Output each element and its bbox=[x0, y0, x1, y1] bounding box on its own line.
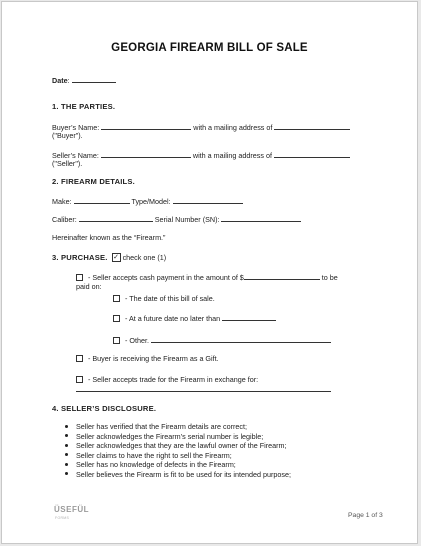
seller-tag: ("Seller"). bbox=[52, 159, 83, 168]
buyer-label: Buyer’s Name: bbox=[52, 123, 102, 132]
known-as-text: Hereinafter known as the “Firearm.” bbox=[52, 233, 166, 242]
trade-option bbox=[76, 375, 258, 384]
serial-label: Serial Number (SN): bbox=[152, 215, 222, 224]
type-model-label: Type/Model: bbox=[129, 197, 173, 206]
disclosure-item bbox=[65, 432, 263, 441]
cash-checkbox[interactable] bbox=[76, 274, 83, 281]
bullet-icon bbox=[65, 434, 68, 437]
page-number: Page 1 of 3 bbox=[348, 512, 383, 519]
disclosure-text: Seller has no knowledge of defects in the Firearm; bbox=[76, 460, 236, 469]
future-date-field[interactable] bbox=[222, 313, 276, 321]
trade-field[interactable] bbox=[76, 384, 331, 392]
bullet-icon bbox=[65, 425, 68, 428]
disclosure-item bbox=[65, 470, 291, 479]
other-label: - Other. bbox=[123, 336, 151, 345]
checkmark-icon: ✓ bbox=[113, 253, 120, 261]
caliber-field[interactable] bbox=[79, 214, 153, 222]
check-one-label: check one (1) bbox=[122, 253, 167, 262]
future-date-option bbox=[113, 313, 276, 323]
trade-checkbox[interactable] bbox=[76, 376, 83, 383]
buyer-address-field[interactable] bbox=[274, 122, 350, 130]
bullet-icon bbox=[65, 463, 68, 466]
section-parties-heading: 1. THE PARTIES. bbox=[52, 102, 116, 111]
make-line bbox=[52, 196, 243, 206]
date-line bbox=[52, 75, 116, 85]
date-of-bill-checkbox[interactable] bbox=[113, 295, 120, 302]
other-checkbox[interactable] bbox=[113, 337, 120, 344]
gift-option bbox=[76, 354, 219, 363]
section-disclosure-heading: 4. SELLER’S DISCLOSURE. bbox=[52, 404, 157, 413]
cash-option-label: - Seller accepts cash payment in the amount of $ bbox=[86, 273, 244, 282]
buyer-tag: ("Buyer"). bbox=[52, 131, 83, 140]
make-label: Make: bbox=[52, 197, 74, 206]
future-date-checkbox[interactable] bbox=[113, 315, 120, 322]
brand-logo: ÜSEFÜL bbox=[54, 505, 89, 514]
seller-mailing-label: with a mailing address of bbox=[190, 151, 274, 160]
other-option bbox=[113, 335, 331, 345]
date-field[interactable] bbox=[72, 75, 116, 83]
date-label: Date bbox=[52, 76, 68, 85]
other-field[interactable] bbox=[151, 335, 331, 343]
buyer-line bbox=[52, 122, 350, 132]
disclosure-item bbox=[65, 451, 232, 460]
serial-field[interactable] bbox=[221, 214, 301, 222]
cash-amount-field[interactable] bbox=[244, 272, 320, 280]
trade-line bbox=[76, 384, 331, 394]
caliber-label: Caliber: bbox=[52, 215, 79, 224]
gift-label: - Buyer is receiving the Firearm as a Gift. bbox=[86, 354, 219, 363]
disclosure-text: Seller believes the Firearm is fit to be used for its intended purpose; bbox=[76, 469, 291, 479]
document-page bbox=[1, 1, 418, 544]
disclosure-item bbox=[65, 422, 247, 431]
gift-checkbox[interactable] bbox=[76, 355, 83, 362]
disclosure-text: Seller claims to have the right to sell the Firearm; bbox=[76, 450, 232, 460]
buyer-name-field[interactable] bbox=[101, 122, 191, 130]
seller-address-field[interactable] bbox=[274, 150, 350, 158]
bullet-icon bbox=[65, 444, 68, 447]
brand-logo-subtitle: FORMS bbox=[55, 516, 70, 520]
future-date-label: - At a future date no later than bbox=[123, 314, 223, 323]
bullet-icon bbox=[65, 472, 68, 475]
trade-label: - Seller accepts trade for the Firearm in exchange for: bbox=[86, 375, 259, 384]
disclosure-text: Seller acknowledges that they are the lawful owner of the Firearm; bbox=[76, 441, 287, 450]
check-one-checkbox[interactable] bbox=[112, 253, 121, 262]
seller-line bbox=[52, 150, 350, 160]
caliber-line bbox=[52, 214, 301, 224]
make-field[interactable] bbox=[74, 196, 130, 204]
bullet-icon bbox=[65, 453, 68, 456]
document-title: GEORGIA FIREARM BILL OF SALE bbox=[111, 42, 308, 54]
date-of-bill-label: - The date of this bill of sale. bbox=[123, 294, 215, 303]
date-of-bill-option bbox=[113, 294, 215, 303]
disclosure-text: Seller has verified that the Firearm details are correct; bbox=[76, 422, 247, 431]
type-model-field[interactable] bbox=[173, 196, 243, 204]
cash-to-be-label: to be bbox=[319, 273, 338, 282]
disclosure-text: Seller acknowledges the Firearm’s serial number is legible; bbox=[76, 431, 264, 441]
date-colon: : bbox=[67, 76, 72, 85]
seller-label: Seller’s Name: bbox=[52, 151, 101, 160]
section-purchase-heading: 3. PURCHASE. bbox=[52, 253, 108, 262]
disclosure-item bbox=[65, 460, 236, 469]
purchase-line bbox=[52, 253, 166, 263]
seller-name-field[interactable] bbox=[101, 150, 191, 158]
buyer-mailing-label: with a mailing address of bbox=[191, 123, 275, 132]
disclosure-item bbox=[65, 441, 287, 450]
cash-option-line bbox=[76, 272, 338, 282]
section-details-heading: 2. FIREARM DETAILS. bbox=[52, 177, 135, 186]
cash-paid-on-label: paid on: bbox=[76, 282, 102, 291]
